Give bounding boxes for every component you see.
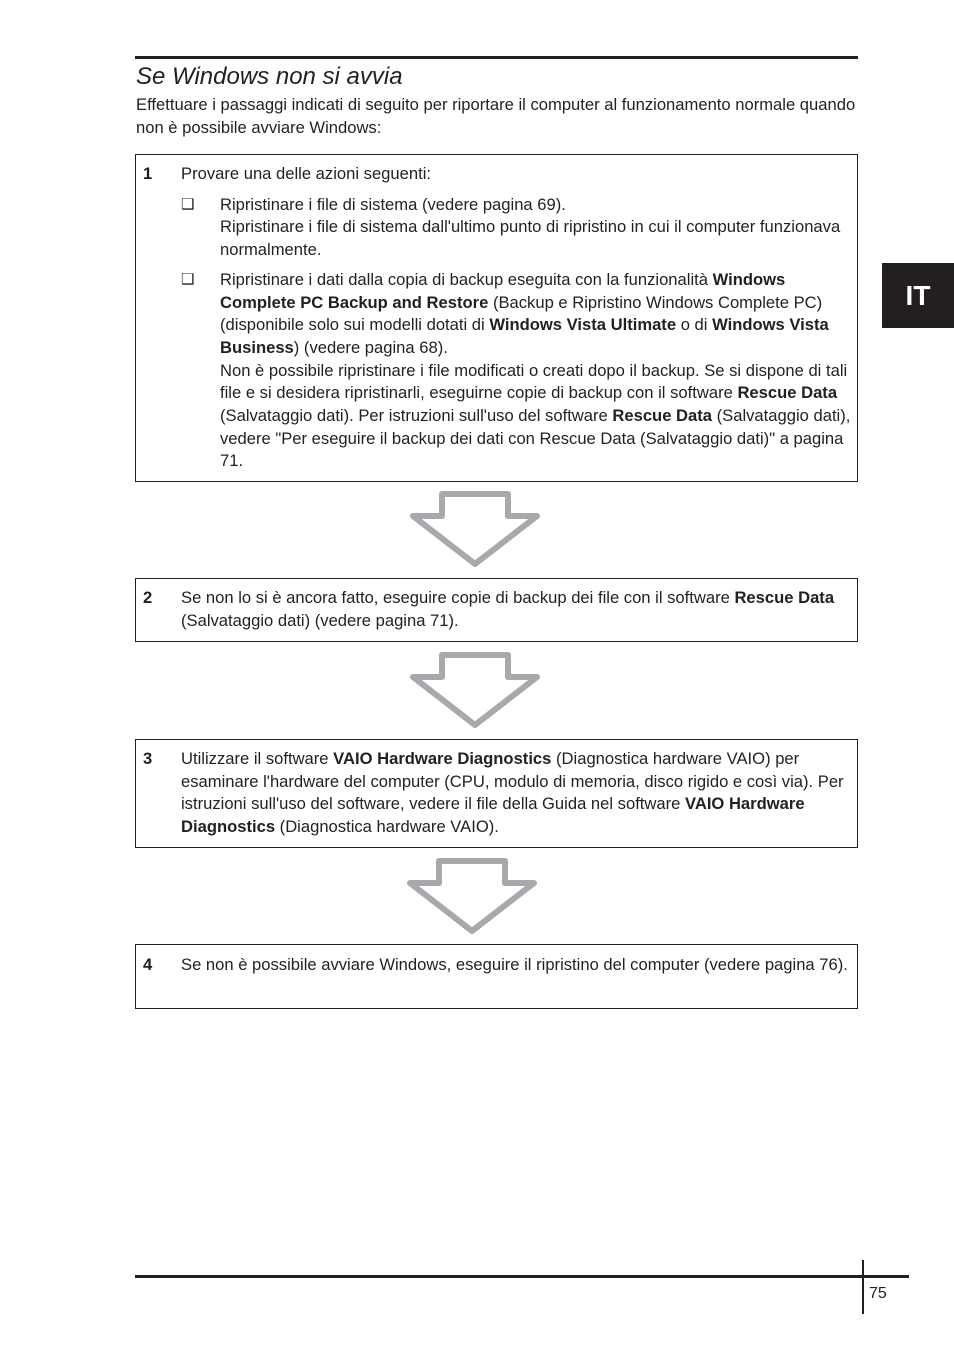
- down-arrow-icon: [405, 649, 545, 729]
- bold-term: Windows Vista Ultimate: [489, 315, 677, 335]
- checkbox-bullet-icon: ❑: [181, 195, 195, 213]
- intro-text: Effettuare i passaggi indicati di seguito per riportare il computer al funzionamento normale quando non è possibile avviare Windows:: [136, 95, 856, 137]
- text-run: Utilizzare il software: [181, 749, 334, 768]
- top-rule: [135, 56, 858, 59]
- section-title: Se Windows non si avvia: [136, 63, 403, 90]
- bold-term: Rescue Data: [734, 588, 835, 607]
- text-run: Ripristinare i dati dalla copia di backup eseguita con la funzionalità: [220, 269, 713, 289]
- bold-term: VAIO Hardware Diagnostics: [333, 749, 552, 768]
- text-run: (Salvataggio dati). Per istruzioni sull'uso del software: [220, 406, 613, 426]
- step-number: 3: [143, 749, 153, 768]
- text-run: (Diagnostica hardware VAIO) per esaminare l'hardware del computer (CPU, modulo di memoria, disco rigido e così via). Per istruzioni sull'uso del software, vedere il file della Guida nel software: [181, 749, 844, 814]
- text-run: Se non lo si è ancora fatto, eseguire copie di backup dei file con il software: [181, 588, 735, 607]
- step-number: 4: [143, 955, 153, 974]
- step-text: [181, 748, 856, 839]
- step-number: 2: [143, 588, 153, 607]
- step-number: 1: [143, 164, 153, 183]
- bullet-text: [220, 194, 854, 262]
- text-run: Se non è possibile avviare Windows, eseguire il ripristino del computer (vedere pagina 76).: [181, 955, 848, 974]
- text-run: Provare una delle azioni seguenti:: [181, 164, 431, 183]
- checkbox-bullet-icon: ❑: [181, 270, 195, 288]
- bullet-item: [181, 194, 854, 262]
- step-box-3: [135, 739, 858, 848]
- text-run: (Salvataggio dati) (vedere pagina 71).: [181, 610, 459, 630]
- bullet-text: [220, 269, 854, 473]
- bold-term: Windows Vista Business: [220, 315, 829, 357]
- step-box-2: [135, 578, 858, 642]
- text-run: Ripristinare i file di sistema (vedere pagina 69).: [220, 194, 566, 214]
- text-run: (Salvataggio dati), vedere "Per eseguire il backup dei dati con Rescue Data (Salvataggio dati)" a pagina 71.: [220, 406, 851, 471]
- step-text: [181, 954, 856, 977]
- step-text: [181, 163, 856, 186]
- bullet-item: [181, 269, 854, 473]
- text-run: (Backup e Ripristino Windows Complete PC) (disponibile solo sui modelli dotati di: [220, 292, 823, 335]
- text-run: (Diagnostica hardware VAIO).: [275, 817, 499, 837]
- bottom-rule: [135, 1275, 909, 1278]
- step-text: [181, 587, 856, 632]
- page-number-divider: [862, 1260, 864, 1314]
- step-box-1: [135, 154, 858, 482]
- down-arrow-icon: [405, 488, 545, 568]
- bold-term: Rescue Data: [612, 406, 713, 426]
- bold-term: VAIO Hardware Diagnostics: [181, 794, 805, 837]
- text-run: Non è possibile ripristinare i file modificati o creati dopo il backup. Se si dispone di tali file e si desidera ripristinarli, eseguirne copie di backup con il software: [220, 360, 848, 403]
- bold-term: Windows Complete PC Backup and Restore: [220, 269, 786, 312]
- page-number: 75: [869, 1285, 887, 1302]
- text-run: Ripristinare i file di sistema dall'ultimo punto di ripristino in cui il computer funzionava normalmente.: [220, 217, 841, 260]
- text-run: o di: [676, 315, 713, 335]
- step-box-4: [135, 944, 858, 1009]
- text-run: ) (vedere pagina 68).: [293, 337, 448, 357]
- down-arrow-icon: [402, 855, 542, 935]
- language-tab: IT: [882, 263, 954, 328]
- bold-term: Rescue Data: [737, 383, 838, 403]
